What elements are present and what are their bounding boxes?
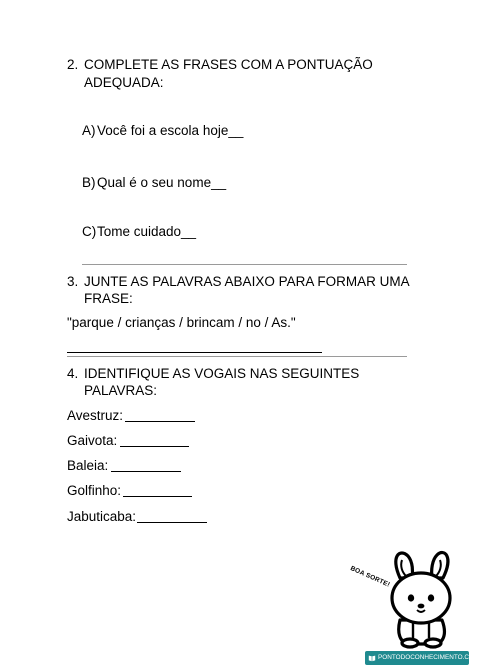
item-c-letter: C): [82, 224, 97, 239]
section4-heading-line2: PALAVRAS:: [84, 383, 158, 398]
item-b-letter: B): [82, 175, 96, 190]
section3-word-list: "parque / crianças / brincam / no / As.": [67, 315, 296, 330]
word-label-golfinho: Golfinho:: [67, 483, 122, 498]
section4-number: 4.: [67, 366, 79, 381]
section3-heading-line1: JUNTE AS PALAVRAS ABAIXO PARA FORMAR UMA: [84, 274, 410, 289]
good-luck-sticker-text: BOA SORTE!: [349, 565, 391, 589]
book-icon: [368, 654, 376, 662]
word-label-baleia: Baleia:: [67, 458, 109, 473]
answer-line[interactable]: [67, 352, 322, 353]
section2-heading-line1: COMPLETE AS FRASES COM A PONTUAÇÃO: [84, 57, 373, 72]
item-c-text: Tome cuidado__: [97, 224, 197, 239]
section3-heading-line2: FRASE:: [84, 291, 133, 306]
answer-blank[interactable]: [125, 421, 195, 422]
site-brand-badge[interactable]: [365, 651, 479, 665]
word-label-jabuticaba: Jabuticaba:: [67, 509, 137, 524]
item-b-text: Qual é o seu nome__: [97, 175, 227, 190]
word-label-avestruz: Avestruz:: [67, 408, 124, 423]
section-divider: [67, 356, 407, 357]
section4-heading-line1: IDENTIFIQUE AS VOGAIS NAS SEGUINTES: [84, 366, 360, 381]
bunny-mascot-icon: [380, 548, 462, 648]
section3-number: 3.: [67, 274, 79, 289]
word-label-gaivota: Gaivota:: [67, 433, 118, 448]
answer-blank[interactable]: [120, 446, 189, 447]
answer-blank[interactable]: [123, 496, 192, 497]
answer-blank[interactable]: [137, 522, 207, 523]
item-a-letter: A): [82, 123, 96, 138]
section-divider: [82, 264, 407, 265]
item-a-text: Você foi a escola hoje__: [97, 123, 244, 138]
site-brand-text: PONTODOCONHECIMENTO.COM: [378, 654, 479, 661]
section2-number: 2.: [67, 57, 79, 72]
answer-blank[interactable]: [111, 471, 181, 472]
section2-heading-line2: ADEQUADA:: [84, 75, 164, 90]
